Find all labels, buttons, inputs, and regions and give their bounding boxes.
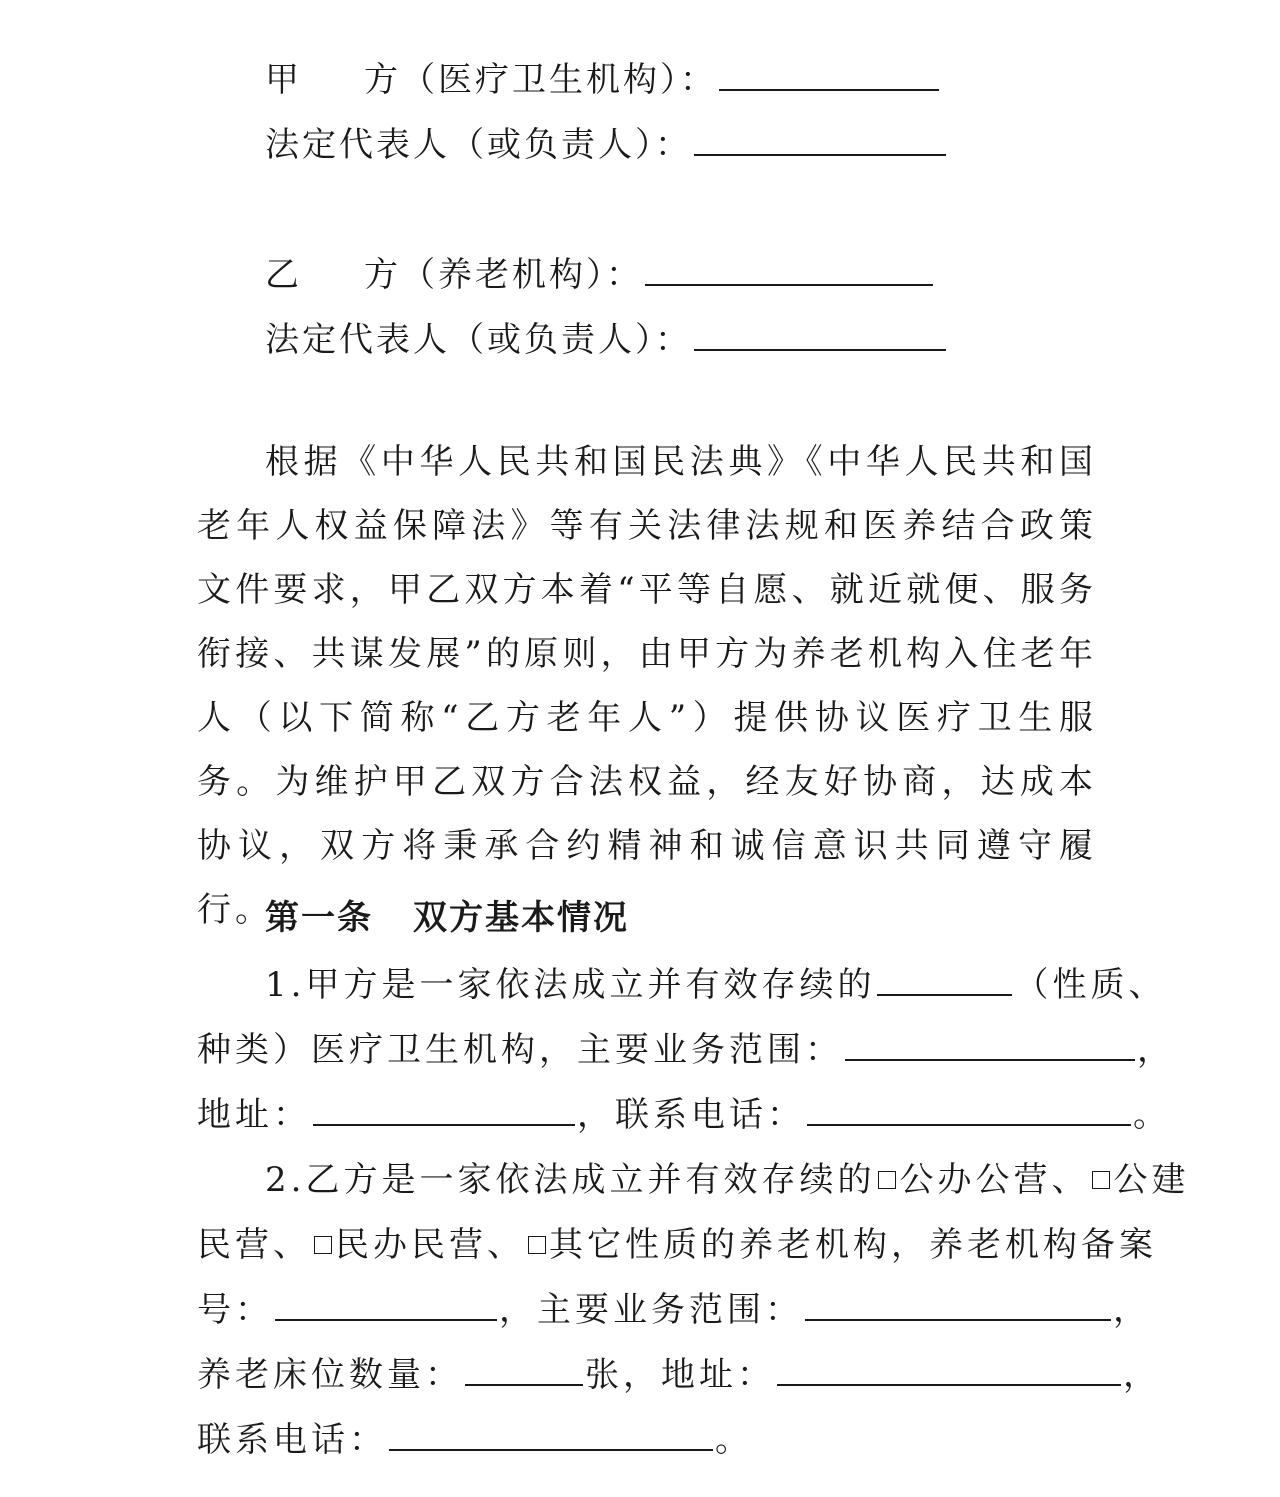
checkbox-public-run[interactable] [878,1171,896,1189]
option-other: 其它性质的养老机构，养老机构备案 [549,1225,1157,1265]
party-b-scope-blank[interactable] [805,1289,1111,1321]
party-a-phone-blank[interactable] [807,1094,1131,1126]
item2-text-g: 张，地址： [585,1355,775,1395]
item2-line5 [197,1412,753,1461]
item1-line3 [197,1087,1171,1136]
party-b-phone-blank[interactable] [389,1419,713,1451]
article1-number: 第一条 [265,898,373,938]
item2-text-j: 。 [715,1420,753,1460]
party-a-rep-label: 法定代表人（或负责人）： [265,125,692,165]
checkbox-other[interactable] [528,1236,546,1254]
item2-text-f: 养老床位数量： [197,1355,463,1395]
item2-line2 [197,1217,1157,1266]
item1-text-e: 地址： [197,1095,311,1135]
party-b-rep-label: 法定代表人（或负责人）： [265,320,692,360]
party-b-label: 方（养老机构）： [364,255,643,295]
party-b-rep-row [265,312,948,361]
nature-blank[interactable] [877,964,1012,996]
party-a-label-first: 甲 [265,60,302,100]
option-public-built: 公建 [1113,1160,1190,1200]
party-b-name-row [265,247,935,296]
article1-title: 双方基本情况 [413,898,629,938]
item2-text-e: ， [1113,1290,1151,1330]
bed-count-blank[interactable] [465,1354,583,1386]
party-b-label-first: 乙 [265,255,302,295]
item2-text-i: 联系电话： [197,1420,387,1460]
item1-line1 [265,957,1166,1006]
item2-line1 [265,1152,1189,1201]
intro-paragraph: 根据《中华人民共和国民法典》《中华人民共和国老年人权益保障法》等有关法律法规和医养结合政策文件要求，甲乙双方本着“平等自愿、就近就便、服务衔接、共谋发展”的原则，由甲方为养老机构入住老年人（以下简称“乙方老年人”）提供协议医疗卫生服务。为维护甲乙双方合法权益，经友好协商，达成本协议，双方将秉承合约精神和诚信意识共同遵守履行。 [197,442,1097,930]
item1-text-a: 1.甲方是一家依法成立并有效存续的 [265,965,876,1005]
party-a-name-row [265,52,941,101]
item1-line2 [197,1022,1175,1071]
party-a-name-blank[interactable] [719,59,939,91]
item2-text-h: ， [1123,1355,1161,1395]
item2-line4 [197,1347,1161,1396]
item1-text-c: 种类）医疗卫生机构，主要业务范围： [197,1030,843,1070]
item1-text-d: ， [1137,1030,1175,1070]
party-b-address-blank[interactable] [777,1354,1121,1386]
party-a-rep-row [265,117,948,166]
item2-line3 [197,1282,1151,1331]
party-b-name-blank[interactable] [645,254,933,286]
checkbox-public-built[interactable] [1092,1171,1110,1189]
item1-text-g: 。 [1133,1095,1171,1135]
item2-text-a: 2.乙方是一家依法成立并有效存续的 [265,1160,876,1200]
item1-text-f: ，联系电话： [577,1095,805,1135]
party-a-scope-blank[interactable] [845,1029,1135,1061]
option-public-run: 公办公营、 [899,1160,1090,1200]
item2-text-b: 民营、 [197,1225,311,1265]
item2-text-d: ，主要业务范围： [499,1290,803,1330]
filing-number-blank[interactable] [275,1289,497,1321]
party-b-rep-blank[interactable] [694,319,946,351]
party-a-label: 方（医疗卫生机构）： [364,60,717,100]
item2-text-c: 号： [197,1290,273,1330]
party-a-address-blank[interactable] [313,1094,575,1126]
checkbox-private-run[interactable] [314,1236,332,1254]
article1-heading [265,890,629,939]
item1-text-b: （性质、 [1014,965,1167,1005]
party-a-rep-blank[interactable] [694,124,946,156]
option-private-run: 民办民营、 [335,1225,525,1265]
